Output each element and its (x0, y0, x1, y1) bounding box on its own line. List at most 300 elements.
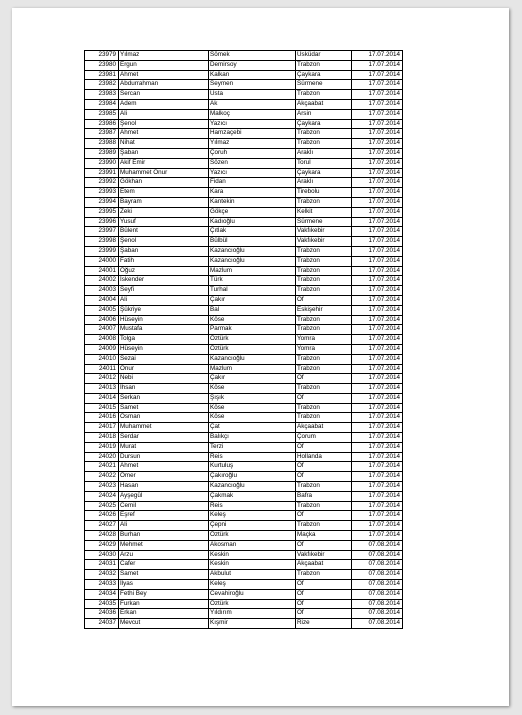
date-cell: 17.07.2014 (352, 344, 403, 354)
table-row (85, 227, 403, 237)
date-cell: 17.07.2014 (352, 90, 403, 100)
district-cell: Sürmene (296, 217, 352, 227)
first-name-cell: Ali (119, 521, 209, 531)
table-row (85, 109, 403, 119)
record-number-cell: 24009 (85, 344, 119, 354)
table-row (85, 325, 403, 335)
district-cell: Rize (296, 619, 352, 629)
record-number-cell: 23981 (85, 70, 119, 80)
record-number-cell: 23997 (85, 227, 119, 237)
table-row (85, 511, 403, 521)
date-cell: 07.08.2014 (352, 580, 403, 590)
last-name-cell: Kadıoğlu (209, 217, 296, 227)
date-cell: 17.07.2014 (352, 433, 403, 443)
last-name-cell: Öztürk (209, 531, 296, 541)
table-row (85, 60, 403, 70)
date-cell: 07.08.2014 (352, 589, 403, 599)
record-number-cell: 24010 (85, 354, 119, 364)
table-row (85, 286, 403, 296)
date-cell: 17.07.2014 (352, 227, 403, 237)
district-cell: Trabzon (296, 501, 352, 511)
records-table (84, 50, 403, 629)
record-number-cell: 23998 (85, 237, 119, 247)
last-name-cell: Çakıroğlu (209, 472, 296, 482)
district-cell: Trabzon (296, 197, 352, 207)
district-cell: Çaykara (296, 168, 352, 178)
record-number-cell: 24005 (85, 305, 119, 315)
last-name-cell: Kazancıoğlu (209, 256, 296, 266)
record-number-cell: 24032 (85, 570, 119, 580)
table-row (85, 168, 403, 178)
table-row (85, 188, 403, 198)
record-number-cell: 23991 (85, 168, 119, 178)
district-cell: Trabzon (296, 256, 352, 266)
last-name-cell: Kalkan (209, 70, 296, 80)
last-name-cell: Akosman (209, 540, 296, 550)
last-name-cell: Ak (209, 99, 296, 109)
date-cell: 17.07.2014 (352, 374, 403, 384)
record-number-cell: 23988 (85, 139, 119, 149)
first-name-cell: Mustafa (119, 325, 209, 335)
table-row (85, 129, 403, 139)
last-name-cell: Kantekin (209, 197, 296, 207)
record-number-cell: 23993 (85, 188, 119, 198)
district-cell: Vakfıkebir (296, 227, 352, 237)
district-cell: Trabzon (296, 90, 352, 100)
date-cell: 17.07.2014 (352, 119, 403, 129)
date-cell: 17.07.2014 (352, 491, 403, 501)
record-number-cell: 24023 (85, 482, 119, 492)
record-number-cell: 23987 (85, 129, 119, 139)
table-row (85, 335, 403, 345)
first-name-cell: Bayram (119, 197, 209, 207)
district-cell: Of (296, 295, 352, 305)
last-name-cell: Köse (209, 413, 296, 423)
table-row (85, 197, 403, 207)
district-cell: Of (296, 609, 352, 619)
record-number-cell: 23994 (85, 197, 119, 207)
district-cell: Akçaabat (296, 423, 352, 433)
record-number-cell: 24021 (85, 462, 119, 472)
date-cell: 17.07.2014 (352, 403, 403, 413)
district-cell: Araklı (296, 178, 352, 188)
district-cell: Of (296, 442, 352, 452)
district-cell: Sürmene (296, 80, 352, 90)
record-number-cell: 24002 (85, 276, 119, 286)
first-name-cell: Ahmet (119, 70, 209, 80)
district-cell: Of (296, 580, 352, 590)
record-number-cell: 23979 (85, 51, 119, 61)
last-name-cell: Akbulut (209, 570, 296, 580)
first-name-cell: Eşref (119, 511, 209, 521)
date-cell: 17.07.2014 (352, 99, 403, 109)
first-name-cell: Tolga (119, 335, 209, 345)
district-cell: Trabzon (296, 286, 352, 296)
table-row (85, 589, 403, 599)
table-row (85, 217, 403, 227)
record-number-cell: 23995 (85, 207, 119, 217)
first-name-cell: Mevcut (119, 619, 209, 629)
last-name-cell: Yıldırım (209, 609, 296, 619)
last-name-cell: Çoruh (209, 148, 296, 158)
district-cell: Trabzon (296, 384, 352, 394)
date-cell: 17.07.2014 (352, 51, 403, 61)
table-row (85, 139, 403, 149)
last-name-cell: Keskin (209, 550, 296, 560)
district-cell: Of (296, 374, 352, 384)
district-cell: Trabzon (296, 482, 352, 492)
district-cell: Of (296, 511, 352, 521)
district-cell: Trabzon (296, 413, 352, 423)
date-cell: 17.07.2014 (352, 364, 403, 374)
district-cell: Tirebolu (296, 188, 352, 198)
record-number-cell: 24022 (85, 472, 119, 482)
table-row (85, 570, 403, 580)
date-cell: 07.08.2014 (352, 550, 403, 560)
date-cell: 17.07.2014 (352, 354, 403, 364)
last-name-cell: Yazıcı (209, 168, 296, 178)
record-number-cell: 24014 (85, 393, 119, 403)
last-name-cell: Demirsoy (209, 60, 296, 70)
first-name-cell: Dursun (119, 452, 209, 462)
first-name-cell: Hüseyin (119, 344, 209, 354)
district-cell: Çaykara (296, 119, 352, 129)
first-name-cell: Ali (119, 109, 209, 119)
last-name-cell: Kışmir (209, 619, 296, 629)
district-cell: Trabzon (296, 403, 352, 413)
last-name-cell: Kazancıoğlu (209, 354, 296, 364)
date-cell: 17.07.2014 (352, 295, 403, 305)
last-name-cell: Türk (209, 276, 296, 286)
table-row (85, 51, 403, 61)
record-number-cell: 24033 (85, 580, 119, 590)
date-cell: 17.07.2014 (352, 335, 403, 345)
table-row (85, 491, 403, 501)
table-row (85, 433, 403, 443)
first-name-cell: Gökhan (119, 178, 209, 188)
table-row (85, 178, 403, 188)
date-cell: 17.07.2014 (352, 276, 403, 286)
date-cell: 17.07.2014 (352, 197, 403, 207)
last-name-cell: Fidan (209, 178, 296, 188)
table-row (85, 403, 403, 413)
date-cell: 17.07.2014 (352, 256, 403, 266)
date-cell: 17.07.2014 (352, 452, 403, 462)
table-row (85, 550, 403, 560)
record-number-cell: 24000 (85, 256, 119, 266)
table-row (85, 344, 403, 354)
district-cell: Of (296, 599, 352, 609)
date-cell: 17.07.2014 (352, 521, 403, 531)
date-cell: 07.08.2014 (352, 619, 403, 629)
table-row (85, 305, 403, 315)
district-cell: Eskişehir (296, 305, 352, 315)
first-name-cell: Cafer (119, 560, 209, 570)
district-cell: Trabzon (296, 276, 352, 286)
district-cell: Akçaabat (296, 560, 352, 570)
table-row (85, 521, 403, 531)
record-number-cell: 23985 (85, 109, 119, 119)
district-cell: Of (296, 393, 352, 403)
first-name-cell: Muhammet (119, 423, 209, 433)
first-name-cell: İskender (119, 276, 209, 286)
last-name-cell: Çepni (209, 521, 296, 531)
last-name-cell: Çıtlak (209, 227, 296, 237)
first-name-cell: Zeki (119, 207, 209, 217)
records-table-body (85, 51, 403, 629)
date-cell: 17.07.2014 (352, 158, 403, 168)
table-row (85, 580, 403, 590)
table-row (85, 364, 403, 374)
table-row (85, 452, 403, 462)
table-row (85, 315, 403, 325)
last-name-cell: Malkoç (209, 109, 296, 119)
date-cell: 17.07.2014 (352, 109, 403, 119)
record-number-cell: 24037 (85, 619, 119, 629)
record-number-cell: 23989 (85, 148, 119, 158)
last-name-cell: Mazlum (209, 364, 296, 374)
last-name-cell: Kurtuluş (209, 462, 296, 472)
record-number-cell: 23983 (85, 90, 119, 100)
last-name-cell: Keskin (209, 560, 296, 570)
first-name-cell: Şenol (119, 119, 209, 129)
last-name-cell: Öztürk (209, 599, 296, 609)
record-number-cell: 24036 (85, 609, 119, 619)
last-name-cell: Yılmaz (209, 139, 296, 149)
date-cell: 17.07.2014 (352, 266, 403, 276)
table-row (85, 158, 403, 168)
table-row (85, 540, 403, 550)
last-name-cell: Keleş (209, 580, 296, 590)
table-row (85, 472, 403, 482)
record-number-cell: 24016 (85, 413, 119, 423)
table-row (85, 482, 403, 492)
last-name-cell: Kazancıoğlu (209, 482, 296, 492)
table-row (85, 256, 403, 266)
last-name-cell: Cevahiroğlu (209, 589, 296, 599)
record-number-cell: 24031 (85, 560, 119, 570)
first-name-cell: Adem (119, 99, 209, 109)
first-name-cell: Fatih (119, 256, 209, 266)
table-row (85, 442, 403, 452)
last-name-cell: Sözen (209, 158, 296, 168)
first-name-cell: Yılmaz (119, 51, 209, 61)
table-row (85, 599, 403, 609)
table-row (85, 354, 403, 364)
date-cell: 17.07.2014 (352, 511, 403, 521)
first-name-cell: Ahmet (119, 129, 209, 139)
district-cell: Arsin (296, 109, 352, 119)
district-cell: Hollanda (296, 452, 352, 462)
first-name-cell: Furkan (119, 599, 209, 609)
first-name-cell: Şenol (119, 237, 209, 247)
last-name-cell: Şışık (209, 393, 296, 403)
table-row (85, 609, 403, 619)
district-cell: Üsküdar (296, 51, 352, 61)
document-page (12, 8, 509, 706)
first-name-cell: Hasan (119, 482, 209, 492)
last-name-cell: Öztürk (209, 344, 296, 354)
record-number-cell: 24011 (85, 364, 119, 374)
date-cell: 17.07.2014 (352, 325, 403, 335)
table-row (85, 70, 403, 80)
first-name-cell: Samet (119, 570, 209, 580)
last-name-cell: Köse (209, 403, 296, 413)
date-cell: 17.07.2014 (352, 70, 403, 80)
first-name-cell: Mehmet (119, 540, 209, 550)
record-number-cell: 23986 (85, 119, 119, 129)
date-cell: 17.07.2014 (352, 246, 403, 256)
table-row (85, 207, 403, 217)
table-row (85, 531, 403, 541)
table-row (85, 148, 403, 158)
record-number-cell: 23982 (85, 80, 119, 90)
first-name-cell: Sezai (119, 354, 209, 364)
date-cell: 17.07.2014 (352, 188, 403, 198)
last-name-cell: Gökçe (209, 207, 296, 217)
last-name-cell: Kara (209, 188, 296, 198)
first-name-cell: Murat (119, 442, 209, 452)
last-name-cell: Parmak (209, 325, 296, 335)
table-row (85, 384, 403, 394)
district-cell: Trabzon (296, 139, 352, 149)
record-number-cell: 24018 (85, 433, 119, 443)
record-number-cell: 23980 (85, 60, 119, 70)
date-cell: 17.07.2014 (352, 384, 403, 394)
last-name-cell: Çakır (209, 295, 296, 305)
record-number-cell: 23992 (85, 178, 119, 188)
first-name-cell: Samet (119, 403, 209, 413)
district-cell: Of (296, 589, 352, 599)
district-cell: Vakfıkebir (296, 550, 352, 560)
first-name-cell: Şaban (119, 246, 209, 256)
record-number-cell: 23990 (85, 158, 119, 168)
last-name-cell: Balıkçı (209, 433, 296, 443)
first-name-cell: Nihat (119, 139, 209, 149)
date-cell: 17.07.2014 (352, 482, 403, 492)
table-row (85, 266, 403, 276)
first-name-cell: Akif Emir (119, 158, 209, 168)
district-cell: Of (296, 462, 352, 472)
record-number-cell: 24017 (85, 423, 119, 433)
first-name-cell: Cemil (119, 501, 209, 511)
district-cell: Akçaabat (296, 99, 352, 109)
district-cell: Trabzon (296, 315, 352, 325)
district-cell: Trabzon (296, 129, 352, 139)
first-name-cell: Osman (119, 413, 209, 423)
record-number-cell: 24015 (85, 403, 119, 413)
date-cell: 17.07.2014 (352, 442, 403, 452)
first-name-cell: Yusuf (119, 217, 209, 227)
last-name-cell: Reis (209, 452, 296, 462)
record-number-cell: 24007 (85, 325, 119, 335)
record-number-cell: 24008 (85, 335, 119, 345)
last-name-cell: Sömek (209, 51, 296, 61)
last-name-cell: Terzi (209, 442, 296, 452)
district-cell: Çorum (296, 433, 352, 443)
date-cell: 17.07.2014 (352, 472, 403, 482)
first-name-cell: Etem (119, 188, 209, 198)
last-name-cell: Usta (209, 90, 296, 100)
table-row (85, 119, 403, 129)
table-row (85, 276, 403, 286)
table-row (85, 374, 403, 384)
first-name-cell: Abdurrahman (119, 80, 209, 90)
date-cell: 17.07.2014 (352, 237, 403, 247)
record-number-cell: 23984 (85, 99, 119, 109)
first-name-cell: Ayşegül (119, 491, 209, 501)
district-cell: Yomra (296, 335, 352, 345)
record-number-cell: 23996 (85, 217, 119, 227)
district-cell: Trabzon (296, 521, 352, 531)
district-cell: Araklı (296, 148, 352, 158)
last-name-cell: Hamzaçebi (209, 129, 296, 139)
district-cell: Trabzon (296, 364, 352, 374)
record-number-cell: 24019 (85, 442, 119, 452)
record-number-cell: 24034 (85, 589, 119, 599)
district-cell: Torul (296, 158, 352, 168)
first-name-cell: Onur (119, 364, 209, 374)
last-name-cell: Seymen (209, 80, 296, 90)
first-name-cell: Arzu (119, 550, 209, 560)
table-row (85, 501, 403, 511)
district-cell: Çaykara (296, 70, 352, 80)
table-row (85, 560, 403, 570)
first-name-cell: Şükriye (119, 305, 209, 315)
last-name-cell: Köse (209, 315, 296, 325)
first-name-cell: Oğuz (119, 266, 209, 276)
record-number-cell: 24030 (85, 550, 119, 560)
date-cell: 17.07.2014 (352, 139, 403, 149)
date-cell: 17.07.2014 (352, 148, 403, 158)
district-cell: Of (296, 472, 352, 482)
first-name-cell: Ali (119, 295, 209, 305)
date-cell: 17.07.2014 (352, 462, 403, 472)
first-name-cell: İhsan (119, 384, 209, 394)
record-number-cell: 23999 (85, 246, 119, 256)
date-cell: 07.08.2014 (352, 570, 403, 580)
first-name-cell: Bülent (119, 227, 209, 237)
district-cell: Trabzon (296, 246, 352, 256)
first-name-cell: Erkan (119, 609, 209, 619)
date-cell: 17.07.2014 (352, 531, 403, 541)
record-number-cell: 24035 (85, 599, 119, 609)
date-cell: 17.07.2014 (352, 129, 403, 139)
date-cell: 17.07.2014 (352, 413, 403, 423)
record-number-cell: 24029 (85, 540, 119, 550)
date-cell: 07.08.2014 (352, 540, 403, 550)
record-number-cell: 24024 (85, 491, 119, 501)
record-number-cell: 24026 (85, 511, 119, 521)
table-row (85, 246, 403, 256)
first-name-cell: Ahmet (119, 462, 209, 472)
district-cell: Of (296, 540, 352, 550)
first-name-cell: Sercan (119, 90, 209, 100)
record-number-cell: 24003 (85, 286, 119, 296)
first-name-cell: Nebi (119, 374, 209, 384)
district-cell: Trabzon (296, 266, 352, 276)
record-number-cell: 24004 (85, 295, 119, 305)
district-cell: Trabzon (296, 354, 352, 364)
first-name-cell: İlyas (119, 580, 209, 590)
table-row (85, 295, 403, 305)
first-name-cell: Serkan (119, 393, 209, 403)
date-cell: 17.07.2014 (352, 80, 403, 90)
district-cell: Vakfıkebir (296, 237, 352, 247)
district-cell: Maçka (296, 531, 352, 541)
last-name-cell: Köse (209, 384, 296, 394)
date-cell: 17.07.2014 (352, 305, 403, 315)
